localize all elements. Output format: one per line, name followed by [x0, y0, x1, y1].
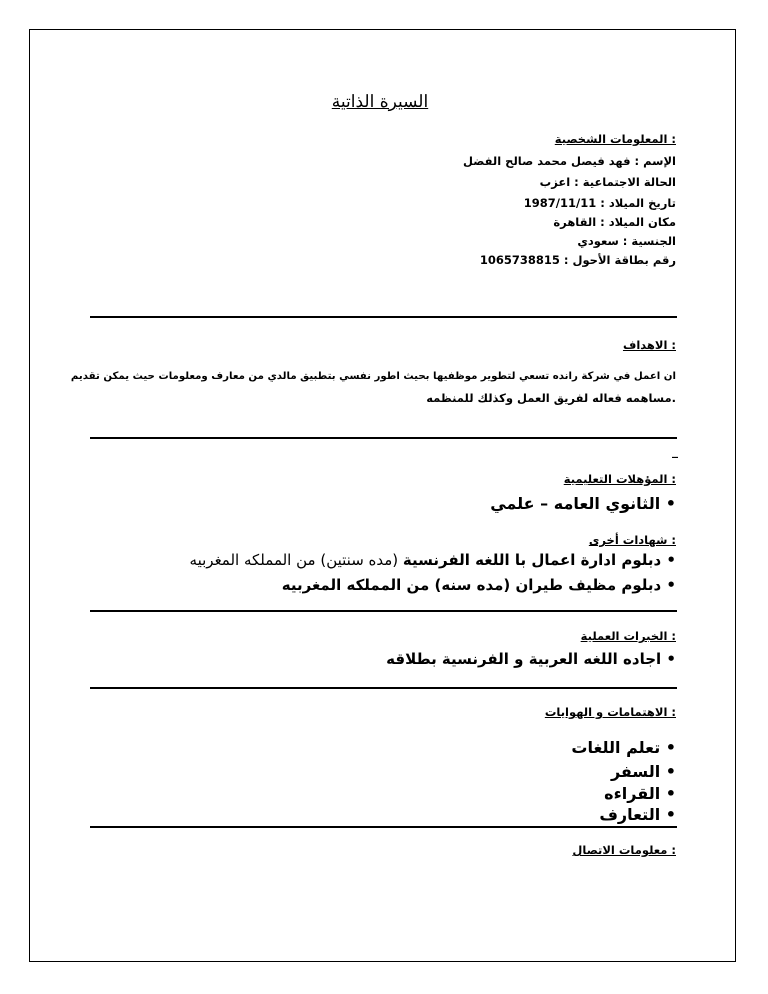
- nationality-line: الجنسية : سعودي: [577, 234, 676, 248]
- certificates-heading: : شهادات أخرى: [588, 533, 676, 547]
- hobby-item: • القراءه: [604, 784, 676, 803]
- goals-line-2: .مساهمه فعاله لفريق العمل وكذلك للمنظمه: [426, 391, 676, 405]
- goals-heading: : الاهداف: [622, 338, 676, 352]
- divider: [90, 316, 677, 318]
- hobby-item: • السفر: [610, 762, 676, 781]
- name-line: الإسم : فهد فيصل محمد صالح الفضل: [463, 154, 676, 168]
- education-item: • الثانوي العامه – علمي: [490, 494, 676, 513]
- contact-heading: : معلومات الاتصال: [572, 843, 676, 857]
- certificate-item-1: [190, 551, 676, 569]
- certificate-item-2: • دبلوم مظيف طيران (مده سنه) من المملكه المغربيه: [281, 576, 676, 594]
- divider: [90, 610, 677, 612]
- experience-item: • اجاده اللغه العربية و الفرنسية بطلاقه: [386, 650, 676, 668]
- id-number-line: رقم بطاقة الأحول : 1065738815: [479, 253, 676, 267]
- certificate-item-1-rest: (مده سنتين) من المملكه المغربيه: [189, 551, 403, 569]
- birth-place-line: مكان الميلاد : القاهرة: [553, 215, 676, 229]
- goals-line-1: ان اعمل في شركة رانده تسعي لتطوير موظفيها بحيث اطور نفسي بتطبيق مالدي من معارف ومعلومات حيث يمكن تقديم: [70, 371, 676, 382]
- birth-date-line: تاريخ الميلاد : 1987/11/11: [523, 196, 676, 210]
- divider: [90, 437, 677, 439]
- experience-heading: : الخبرات العملية: [580, 629, 676, 643]
- page-title: السيرة الذاتية: [331, 92, 429, 112]
- dash-mark: _: [672, 444, 678, 458]
- hobby-item: • التعارف: [599, 805, 676, 824]
- certificate-item-1-main: • دبلوم ادارة اعمال با اللغه الفرنسية: [402, 551, 676, 569]
- divider: [90, 687, 677, 689]
- education-heading: : المؤهلات التعليمية: [563, 472, 676, 486]
- divider: [90, 826, 677, 828]
- hobbies-heading: : الاهتمامات و الهوايات: [544, 705, 676, 719]
- personal-heading: : المعلومات الشخصية: [554, 132, 676, 146]
- marital-line: الحالة الاجتماعية : اعزب: [539, 175, 676, 189]
- hobby-item: • تعلم اللغات: [571, 738, 676, 757]
